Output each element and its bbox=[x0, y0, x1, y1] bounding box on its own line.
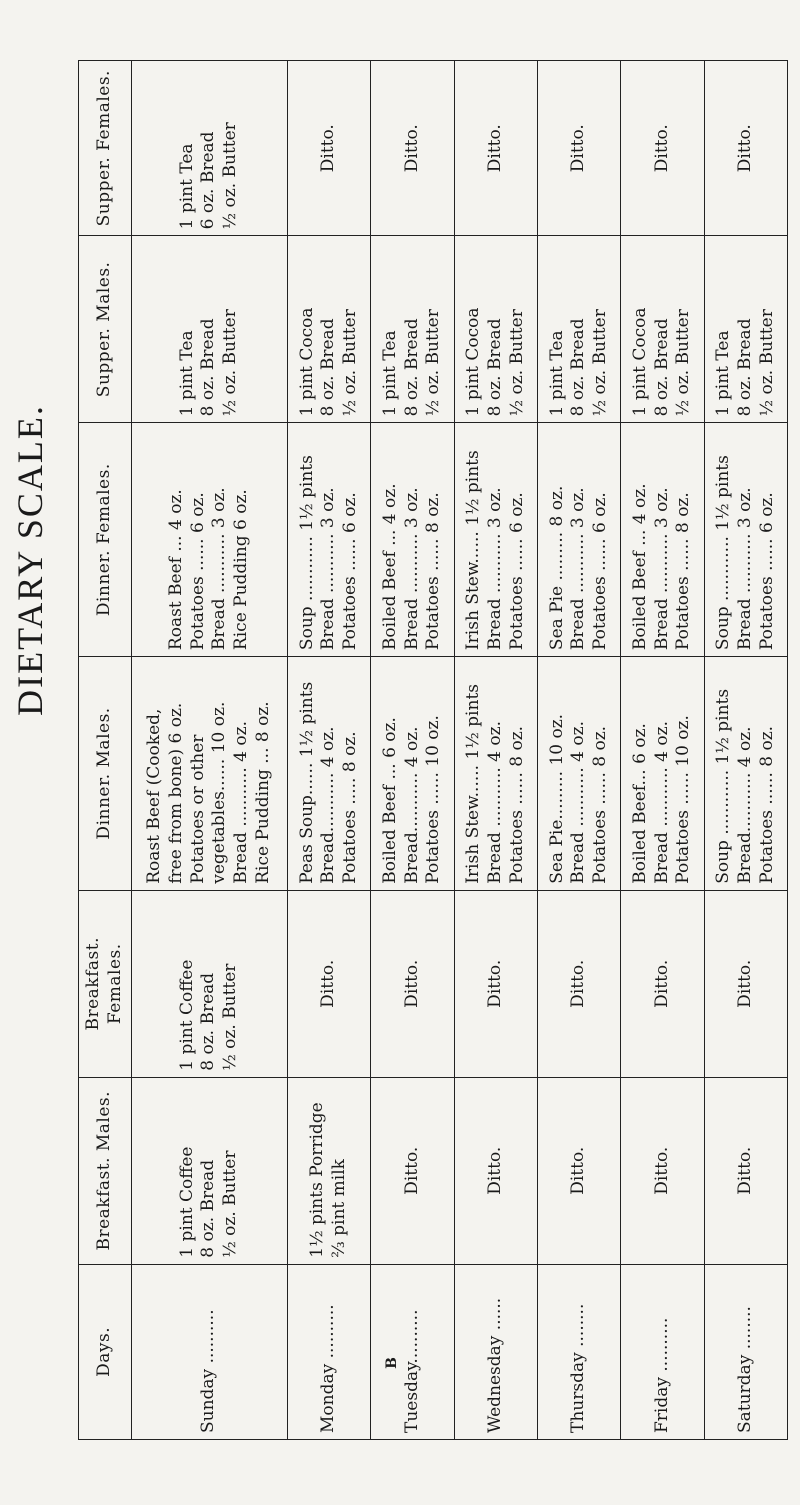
breakfast-females-cell bbox=[371, 890, 454, 1077]
cell-line: Roast Beef (Cooked, bbox=[144, 708, 165, 884]
cell-line: Ditto. bbox=[734, 124, 755, 173]
dinner-females-cell bbox=[454, 423, 537, 657]
cell-line: 1 pint Cocoa bbox=[629, 307, 650, 417]
supper-males-cell bbox=[371, 236, 454, 423]
cell-line: Boiled Beef... 6 oz. bbox=[629, 723, 650, 884]
table-row bbox=[371, 61, 454, 1440]
supper-males-cell bbox=[621, 236, 704, 423]
table-row bbox=[131, 61, 288, 1440]
cell-line: 8 oz. Bread bbox=[198, 318, 219, 417]
dinner-males-cell bbox=[371, 657, 454, 891]
dietary-table-container bbox=[78, 60, 788, 1440]
dinner-females-cell bbox=[371, 423, 454, 657]
dinner-males-cell bbox=[288, 657, 371, 891]
cell-line: Ditto. bbox=[651, 124, 672, 173]
supper-males-cell bbox=[454, 236, 537, 423]
dinner-females-cell bbox=[621, 423, 704, 657]
dinner-males-cell bbox=[537, 657, 620, 891]
cell-line: Ditto. bbox=[318, 124, 339, 173]
cell-line: Potatoes ...... 8 oz. bbox=[673, 492, 694, 651]
cell-line: Bread........... 4 oz. bbox=[401, 726, 422, 884]
table-row bbox=[621, 61, 704, 1440]
supper-females-cell bbox=[131, 61, 288, 236]
cell-line: Soup ............ 1½ pints bbox=[713, 455, 734, 651]
cell-line: 1 pint Tea bbox=[713, 330, 734, 417]
cell-line: 1 pint Tea bbox=[379, 330, 400, 417]
signature-mark: B bbox=[383, 1357, 400, 1369]
cell-line: Ditto. bbox=[651, 959, 672, 1008]
supper-females-cell bbox=[288, 61, 371, 236]
breakfast-males-cell bbox=[288, 1077, 371, 1264]
supper-males-cell bbox=[537, 236, 620, 423]
cell-line: 8 oz. Bread bbox=[318, 318, 339, 417]
cell-line: 8 oz. Bread bbox=[651, 318, 672, 417]
cell-line: 8 oz. Bread bbox=[198, 972, 219, 1071]
cell-line: Bread ........... 4 oz. bbox=[484, 721, 505, 884]
cell-line: Bread ........... 4 oz. bbox=[231, 721, 252, 884]
cell-line: free from bone) 6 oz. bbox=[165, 702, 186, 884]
supper-females-cell bbox=[704, 61, 787, 236]
cell-line: Bread ........... 3 oz. bbox=[318, 487, 339, 651]
header-dinner-females: Dinner. Females. bbox=[79, 423, 132, 657]
supper-males-cell bbox=[704, 236, 787, 423]
cell-line: Potatoes ...... 6 oz. bbox=[590, 492, 611, 651]
page-title bbox=[0, 0, 60, 1505]
cell-line: ½ oz. Butter bbox=[220, 122, 241, 230]
day-cell: Thursday ........ bbox=[537, 1264, 620, 1439]
cell-line: 8 oz. Bread bbox=[198, 1159, 219, 1258]
header-breakfast-males: Breakfast. Males. bbox=[79, 1077, 132, 1264]
header-breakfast-females: Breakfast. Females. bbox=[79, 890, 132, 1077]
cell-line: 8 oz. Bread bbox=[401, 318, 422, 417]
cell-line: Ditto. bbox=[484, 1146, 505, 1195]
header-supper-males: Supper. Males. bbox=[79, 236, 132, 423]
supper-males-cell bbox=[131, 236, 288, 423]
cell-line: 1 pint Coffee bbox=[176, 959, 197, 1071]
supper-females-cell bbox=[371, 61, 454, 236]
breakfast-males-cell bbox=[371, 1077, 454, 1264]
cell-line: Ditto. bbox=[401, 959, 422, 1008]
dietary-table bbox=[78, 60, 788, 1440]
table-row bbox=[454, 61, 537, 1440]
cell-line: Ditto. bbox=[568, 1146, 589, 1195]
cell-line: ½ oz. Butter bbox=[423, 309, 444, 417]
cell-line: ½ oz. Butter bbox=[590, 309, 611, 417]
cell-line: Sea Pie ......... 8 oz. bbox=[546, 485, 567, 651]
cell-line: Potatoes ...... 10 oz. bbox=[673, 715, 694, 884]
cell-line: ½ oz. Butter bbox=[220, 1150, 241, 1258]
breakfast-males-cell bbox=[621, 1077, 704, 1264]
cell-line: Rice Pudding ... 8 oz. bbox=[252, 701, 273, 884]
breakfast-males-cell bbox=[131, 1077, 288, 1264]
cell-line: ½ oz. Butter bbox=[220, 309, 241, 417]
table-row bbox=[704, 61, 787, 1440]
cell-line: Ditto. bbox=[484, 124, 505, 173]
cell-line: 1 pint Cocoa bbox=[296, 307, 317, 417]
cell-line: Potatoes ...... 8 oz. bbox=[423, 492, 444, 651]
breakfast-males-cell bbox=[454, 1077, 537, 1264]
cell-line: Soup ............ 1½ pints bbox=[296, 455, 317, 651]
cell-line: Boiled Beef ... 4 oz. bbox=[629, 483, 650, 651]
cell-line: Ditto. bbox=[401, 1146, 422, 1195]
cell-line: Ditto. bbox=[734, 959, 755, 1008]
cell-line: Bread ........... 3 oz. bbox=[209, 487, 230, 651]
supper-males-cell bbox=[288, 236, 371, 423]
cell-line: Sea Pie......... 10 oz. bbox=[546, 713, 567, 884]
cell-line: 1 pint Coffee bbox=[176, 1146, 197, 1258]
breakfast-females-cell bbox=[131, 890, 288, 1077]
cell-line: Soup ............ 1½ pints bbox=[713, 688, 734, 884]
cell-line: Potatoes ...... 6 oz. bbox=[340, 492, 361, 651]
dinner-males-cell bbox=[454, 657, 537, 891]
cell-line: 1 pint Tea bbox=[176, 143, 197, 230]
breakfast-females-cell bbox=[454, 890, 537, 1077]
cell-line: Irish Stew...... 1½ pints bbox=[463, 450, 484, 651]
dinner-females-cell bbox=[131, 423, 288, 657]
dinner-males-cell bbox=[704, 657, 787, 891]
day-cell: Wednesday ...... bbox=[454, 1264, 537, 1439]
cell-line: Potatoes ...... 6 oz. bbox=[506, 492, 527, 651]
cell-line: ⅔ pint milk bbox=[329, 1159, 350, 1258]
day-cell: Friday .......... bbox=[621, 1264, 704, 1439]
supper-females-cell bbox=[537, 61, 620, 236]
cell-line: Potatoes ...... 6 oz. bbox=[756, 492, 777, 651]
breakfast-females-cell bbox=[621, 890, 704, 1077]
cell-line: vegetables...... 10 oz. bbox=[209, 701, 230, 884]
dinner-females-cell bbox=[704, 423, 787, 657]
breakfast-females-cell bbox=[537, 890, 620, 1077]
cell-line: Irish Stew...... 1½ pints bbox=[463, 684, 484, 884]
cell-line: Ditto. bbox=[568, 959, 589, 1008]
cell-line: 8 oz. Bread bbox=[484, 318, 505, 417]
cell-line: Boiled Beef ... 4 oz. bbox=[379, 483, 400, 651]
dinner-females-cell bbox=[288, 423, 371, 657]
cell-line: ½ oz. Butter bbox=[673, 309, 694, 417]
supper-females-cell bbox=[621, 61, 704, 236]
cell-line: Potatoes ..... 8 oz. bbox=[340, 731, 361, 884]
cell-line: Ditto. bbox=[734, 1146, 755, 1195]
header-supper-females: Supper. Females. bbox=[79, 61, 132, 236]
header-days: Days. bbox=[79, 1264, 132, 1439]
header-row bbox=[79, 61, 132, 1440]
cell-line: Ditto. bbox=[568, 124, 589, 173]
dinner-females-cell bbox=[537, 423, 620, 657]
cell-line: ½ oz. Butter bbox=[756, 309, 777, 417]
table-row bbox=[537, 61, 620, 1440]
cell-line: Bread........... 4 oz. bbox=[318, 726, 339, 884]
cell-line: 1 pint Tea bbox=[546, 330, 567, 417]
cell-line: Bread........... 4 oz. bbox=[734, 726, 755, 884]
cell-line: Bread ........... 3 oz. bbox=[568, 487, 589, 651]
cell-line: Ditto. bbox=[484, 959, 505, 1008]
cell-line: Bread ........... 3 oz. bbox=[651, 487, 672, 651]
cell-line: ½ oz. Butter bbox=[506, 309, 527, 417]
cell-line: Potatoes or other bbox=[187, 734, 208, 884]
breakfast-males-cell bbox=[704, 1077, 787, 1264]
header-dinner-males: Dinner. Males. bbox=[79, 657, 132, 891]
cell-line: Ditto. bbox=[651, 1146, 672, 1195]
cell-line: Boiled Beef ... 6 oz. bbox=[379, 717, 400, 884]
cell-line: 6 oz. Bread bbox=[198, 131, 219, 230]
breakfast-females-cell bbox=[288, 890, 371, 1077]
cell-line: 1 pint Tea bbox=[176, 330, 197, 417]
cell-line: Ditto. bbox=[318, 959, 339, 1008]
day-cell: Sunday .......... bbox=[131, 1264, 288, 1439]
cell-line: 1 pint Cocoa bbox=[463, 307, 484, 417]
day-cell: Saturday ........ bbox=[704, 1264, 787, 1439]
cell-line: Bread ........... 4 oz. bbox=[651, 721, 672, 884]
day-cell: Tuesday.......... bbox=[371, 1264, 454, 1439]
cell-line: ½ oz. Butter bbox=[220, 963, 241, 1071]
breakfast-males-cell bbox=[537, 1077, 620, 1264]
cell-line: 1½ pints Porridge bbox=[307, 1102, 328, 1258]
page-title-text: DIETARY SCALE. bbox=[10, 404, 50, 716]
cell-line: Potatoes ...... 6 oz. bbox=[187, 492, 208, 651]
cell-line: Potatoes ...... 8 oz. bbox=[506, 725, 527, 884]
cell-line: Potatoes ...... 8 oz. bbox=[590, 725, 611, 884]
cell-line: ½ oz. Butter bbox=[340, 309, 361, 417]
dinner-males-cell bbox=[131, 657, 288, 891]
table-row bbox=[288, 61, 371, 1440]
cell-line: 8 oz. Bread bbox=[568, 318, 589, 417]
cell-line: Roast Beef ... 4 oz. bbox=[165, 489, 186, 651]
cell-line: Potatoes ...... 8 oz. bbox=[756, 725, 777, 884]
day-cell: Monday .......... bbox=[288, 1264, 371, 1439]
cell-line: Bread ........... 3 oz. bbox=[734, 487, 755, 651]
cell-line: Bread ........... 3 oz. bbox=[484, 487, 505, 651]
breakfast-females-cell bbox=[704, 890, 787, 1077]
cell-line: Ditto. bbox=[401, 124, 422, 173]
cell-line: Peas Soup...... 1½ pints bbox=[296, 681, 317, 884]
supper-females-cell bbox=[454, 61, 537, 236]
cell-line: Potatoes ...... 10 oz. bbox=[423, 715, 444, 884]
cell-line: Bread ........... 3 oz. bbox=[401, 487, 422, 651]
cell-line: Rice Pudding 6 oz. bbox=[231, 489, 252, 651]
dinner-males-cell bbox=[621, 657, 704, 891]
cell-line: 8 oz. Bread bbox=[734, 318, 755, 417]
cell-line: Bread ........... 4 oz. bbox=[568, 721, 589, 884]
table-body bbox=[131, 61, 788, 1440]
